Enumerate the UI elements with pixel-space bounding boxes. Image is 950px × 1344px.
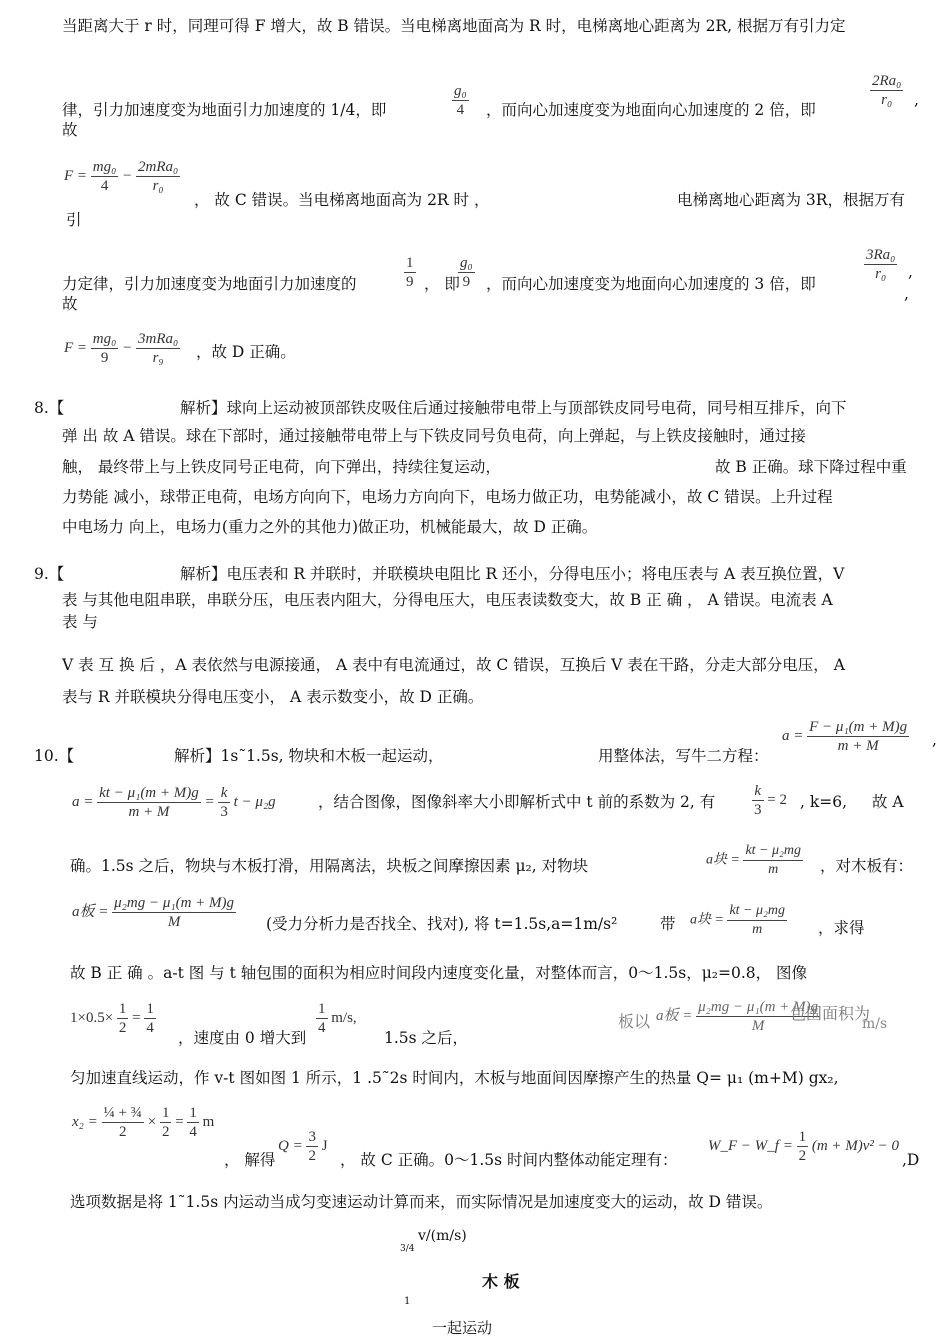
text-line: ，而向心加速度变为地面向心加速度的 2 倍，即 [486, 101, 816, 119]
comma: , [914, 91, 919, 109]
figure-ylabel: v/(m/s) [418, 1228, 467, 1244]
text-line: 故 A [872, 793, 904, 811]
text-line: 力定律，引力加速度变为地面引力加速度的 [62, 275, 357, 293]
figure-board-label: 木 板 [482, 1272, 520, 1291]
text-line: 板以 [618, 1012, 651, 1031]
text-line: ， 即 [424, 275, 460, 293]
formula-a-board: a板 = $\frac{\text{μ₂mg − μ₁(m + M)g}}{M}$ [72, 895, 235, 930]
formula-a-kt: a = $\frac{\text{kt − μ₁(m + M)g}}{m + M}$ = $\frac{k}{3}$ t − μ₂g [72, 785, 276, 820]
text-line: ,D [902, 1151, 920, 1169]
comma: , [908, 263, 913, 281]
text-line: 解析】球向上运动被顶部铁皮吸住后通过接触带电带上与顶部铁皮同号电荷，同号相互排斥，向下 [180, 399, 847, 417]
figure-together-label: 一起运动 [432, 1319, 493, 1337]
text-line: 1.5s 之后， [384, 1029, 469, 1047]
formula-a-block: a块 = $\frac{\text{kt − μ₂mg}}{m}$ [706, 843, 802, 877]
figure-tick-3-4: 3/4 [400, 1244, 415, 1254]
text-line: 确。1.5s 之后，物块与木板打滑，用隔离法，块板之间摩擦因素 μ₂, 对物块 [70, 857, 589, 875]
formula-a-block-2: a块 = $\frac{\text{kt − μ₂mg}}{m}$ [690, 903, 786, 937]
q10-number: 10.【 [34, 747, 75, 765]
text-line: ，速度由 0 增大到 [178, 1029, 307, 1047]
text-line: 故 [62, 121, 78, 139]
q9-number: 9.【 [34, 565, 65, 583]
text-line: ，结合图像，图像斜率大小即解析式中 t 前的系数为 2, 有 [318, 793, 716, 811]
text-line: ，故 D 正确。 [196, 343, 296, 361]
formula-area: 1×0.5× $\frac{1}{2}$ = $\frac{1}{4}$ [70, 1001, 154, 1036]
formula-a-F: a = $\frac{\text{F − μ₁(m + M)g}}{m + M}$ [782, 719, 908, 754]
text-line: 故 B 正 确 。a-t 图 与 t 轴包围的面积为相应时间段内速度变化量，对整体而言，0～1.5s，μ₂=0.8， 图像 [70, 964, 808, 982]
comma: , [904, 285, 909, 303]
formula-g0-over-9: $\frac{\text{g₀}}{9}$ [460, 255, 473, 290]
text-line: 匀加速直线运动，作 v-t 图如图 1 所示，1 .5˜2s 时间内，木板与地面间因摩擦产生的热量 Q= μ₁ (m+M) gx₂, [70, 1069, 839, 1087]
formula-x2: x₂ = $\frac{\text{¼ + ¾}}{2}$ × $\frac{1}{2}$ = $\frac{1}{4}$ m [72, 1105, 215, 1140]
text-line: 力势能 减小，球带正电荷，电场方向向下，电场力方向向下，电场力做正功，电势能减小，故 C 错误。上升过程 [62, 488, 833, 506]
text-line: ，而向心加速度变为地面向心加速度的 3 倍，即 [486, 275, 816, 293]
text-line: 故 B 正确。球下降过程中重 [715, 458, 907, 476]
text-line: 表与 R 并联模块分得电压变小， A 表示数变小，故 D 正确。 [62, 688, 484, 706]
formula-1-over-9: $\frac{1}{9}$ [406, 255, 414, 290]
text-line: 当距离大于 r 时，同理可得 F 增大，故 B 错误。当电梯离地面高为 R 时，电梯离地心距离为 2R, 根据万有引力定 [62, 17, 846, 35]
text-line: 包围面积为 [790, 1004, 871, 1023]
text-line: V 表 互 换 后 ，A 表依然与电源接通， A 表中有电流通过，故 C 错误，互换后 V 表在干路，分走大部分电压， A [62, 656, 845, 674]
text-line: 电梯离地心距离为 3R，根据万有 [677, 191, 905, 209]
text-line: 带 [660, 915, 676, 933]
text-line: 解析】1s˜1.5s, 物块和木板一起运动， [174, 747, 444, 765]
figure-tick-1-4: 1 [404, 1296, 411, 1307]
text-line: 中电场力 向上，电场力(重力之外的其他力)做正功，机械能最大，故 D 正确。 [62, 518, 598, 536]
text-line: 触， 最终带上与上铁皮同号正电荷，向下弹出，持续往复运动， [62, 458, 501, 476]
text-line: 律，引力加速度变为地面引力加速度的 1/4，即 [62, 101, 387, 119]
text-line: ， 解得 [224, 1151, 276, 1169]
formula-F-l3: F = $\frac{\text{mg₀}}{4}$ − $\frac{\text{2mRa₀}}{\text{r₀}}$ [64, 159, 179, 194]
q8-number: 8.【 [34, 399, 65, 417]
text-line: 弹 出 故 A 错误。球在下部时，通过接触带电带上与下铁皮同号负电荷，向上弹起，与上铁皮接触时，通过接 [62, 427, 806, 445]
formula-a-board-faded: a板 = $\frac{\text{μ₂mg − μ₁(m + M)g}}{M}$ [656, 999, 819, 1034]
text-line: 引 [66, 211, 82, 229]
formula-F-l5: F = $\frac{\text{mg₀}}{9}$ − $\frac{\text{3mRa₀}}{\text{r₉}}$ [64, 331, 179, 366]
text-line: 故 [62, 295, 78, 313]
formula-work: W_F − W_f = $\frac{1}{2}$ (m + M)v² − 0 [708, 1129, 900, 1164]
text-line: m/s [862, 1016, 888, 1032]
text-line: ， 故 C 错误。当电梯离地面高为 2R 时 ， [194, 191, 490, 209]
formula-g0-over-4: $\frac{\text{g₀}}{4}$ [454, 83, 467, 118]
formula-Q: Q = $\frac{3}{2}$ J [278, 1129, 328, 1164]
text-line: 表 与其他电阻串联，串联分压，电压表内阻大，分得电压大，电压表读数变大，故 B 正 确 ， A 错误。电流表 A [62, 591, 833, 609]
text-line: 选项数据是将 1˜1.5s 内运动当成匀变速运动计算而来，而实际情况是加速度变大的运动，故 D 错误。 [70, 1193, 773, 1211]
text-line: , k=6, [800, 793, 848, 811]
text-line: (受力分析力是否找全、找对), 将 t=1.5s,a=1m/s² [266, 915, 618, 933]
comma: , [932, 731, 937, 749]
formula-3Ra0-over-r0: $\frac{\text{3Ra₀}}{\text{r₀}}$ [866, 247, 896, 282]
formula-quarter-ms: $\frac{1}{4}$ m/s, [318, 1001, 357, 1036]
text-line: ， 故 C 正确。0～1.5s 时间内整体动能定理有： [340, 1151, 678, 1169]
formula-k-over-3: $\frac{k}{3}$ = 2 [754, 783, 787, 818]
formula-2Ra0-over-r0: $\frac{\text{2Ra₀}}{\text{r₀}}$ [872, 73, 902, 108]
text-line: ，对木板有： [820, 857, 914, 875]
text-line: ，求得 [818, 919, 865, 937]
text-line: 解析】电压表和 R 并联时，并联模块电阻比 R 还小，分得电压小；将电压表与 A 表互换位置，V [180, 565, 845, 583]
text-line: 用整体法，写牛二方程： [598, 747, 769, 765]
text-line: 表 与 [62, 613, 98, 631]
